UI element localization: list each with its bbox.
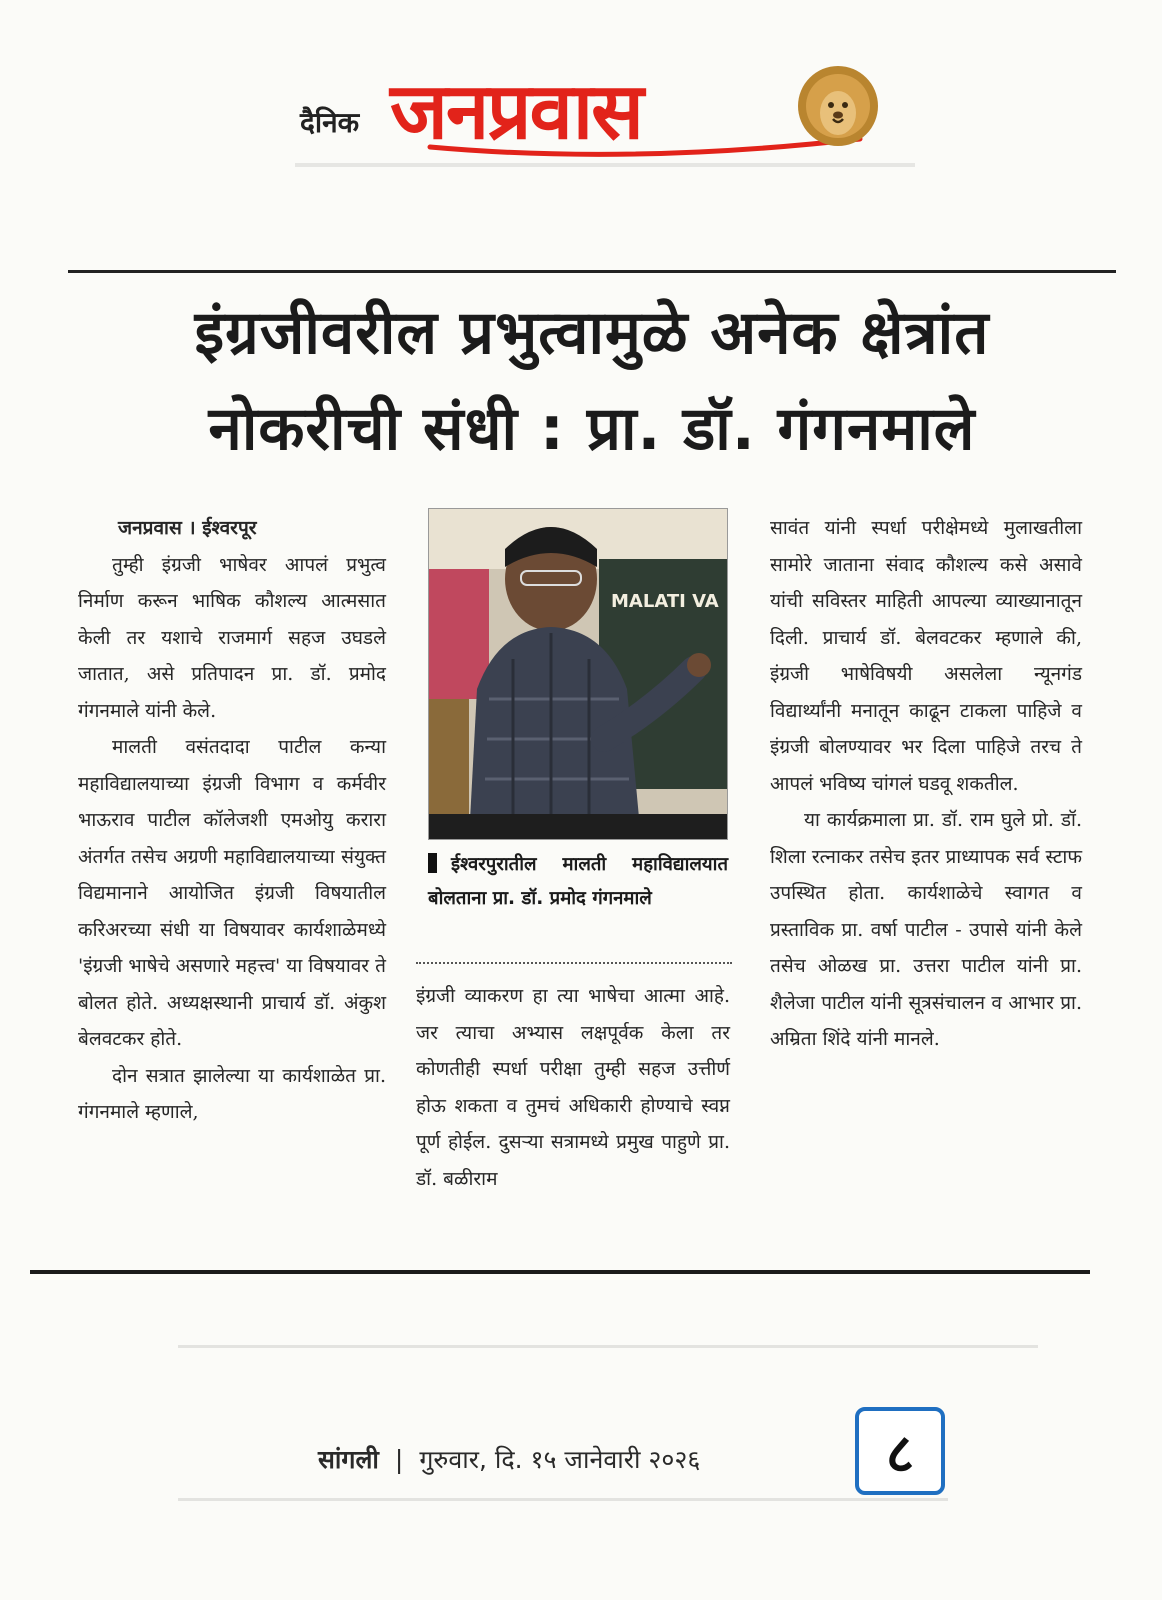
footer-top-rule (178, 1345, 1038, 1348)
photo-caption (428, 848, 728, 916)
caption-marker (428, 853, 437, 873)
speaker-photo-image (429, 509, 727, 839)
photo-caption-text: ईश्वरपुरातील मालती महाविद्यालयात बोलताना प्रा. डॉ. प्रमोद गंगनमाले (428, 854, 728, 909)
masthead-rule (295, 163, 915, 167)
masthead (290, 55, 910, 167)
footer-bottom-rule (178, 1498, 948, 1501)
masthead-title: जनप्रवास (390, 67, 642, 157)
article-column-1 (78, 510, 386, 1131)
footer-separator: | (394, 1445, 404, 1474)
article-headline (68, 285, 1116, 477)
paragraph: इंग्रजी व्याकरण हा त्या भाषेचा आत्मा आहे. जर त्याचा अभ्यास लक्षपूर्वक केला तर कोणतीही स्पर्धा परीक्षा तुम्ही सहज उत्तीर्ण होऊ शकता व तुमचं अधिकारी होण्याचे स्वप्न पूर्ण होईल. दुसऱ्या सत्रामध्ये प्रमुख पाहुणे प्रा. डॉ. बळीराम (416, 985, 730, 1190)
page-footer (318, 1442, 700, 1476)
speaker-photo (428, 508, 728, 840)
paragraph: दोन सत्रात झालेल्या या कार्यशाळेत प्रा. गंगनमाले म्हणाले, (78, 1064, 386, 1123)
dateline: जनप्रवास । ईश्वरपूर (118, 517, 257, 539)
headline-top-rule (68, 270, 1116, 273)
headline-line-1: इंग्रजीवरील प्रभुत्वामुळे अनेक क्षेत्रांत (194, 298, 990, 368)
article-bottom-rule (30, 1270, 1090, 1274)
paragraph: तुम्ही इंग्रजी भाषेवर आपलं प्रभुत्व निर्माण करून भाषिक कौशल्य आत्मसात केली तर यशाचे राजमार्ग सहज उघडले जातात, असे प्रतिपादन प्रा. डॉ. प्रमोद गंगनमाले यांनी केले. (78, 553, 386, 722)
paragraph: या कार्यक्रमाला प्रा. डॉ. राम घुले प्रो. डॉ. शिला रत्नाकर तसेच इतर प्राध्यापक सर्व स्टाफ उपस्थित होता. कार्यशाळेचे स्वागत व प्रस्ताविक प्रा. वर्षा पाटील - उपासे यांनी केले तसेच ओळख प्रा. उत्तरा पाटील यांनी प्रा. शैलेजा पाटील यांनी सूत्रसंचालन व आभार प्रा. अम्रिता शिंदे यांनी मानले. (770, 809, 1082, 1050)
paragraph: मालती वसंतदादा पाटील कन्या महाविद्यालयाच्या इंग्रजी विभाग व कर्मवीर भाऊराव पाटील कॉलेजशी एमओयु करारा अंतर्गत तसेच अग्रणी महाविद्यालयाच्या संयुक्त विद्यमानाने आयोजित इंग्रजी विषयातील करिअरच्या संधी या विषयावर कार्यशाळेमध्ये 'इंग्रजी भाषेचे असणारे महत्त्व' या विषयावर ते बोलत होते. अध्यक्षस्थानी प्राचार्य डॉ. अंकुश बेलवटकर होते. (78, 736, 386, 1050)
page-number: ८ (855, 1407, 945, 1495)
article-column-3 (770, 510, 1082, 1058)
masthead-daily: दैनिक (300, 106, 360, 139)
paragraph: सावंत यांनी स्पर्धा परीक्षेमध्ये मुलाखतीला सामोरे जाताना संवाद कौशल्य कसे असावे यांची सविस्तर माहिती आपल्या व्याख्यानातून दिली. प्राचार्य डॉ. बेलवटकर म्हणाले की, इंग्रजी भाषेविषयी असलेला न्यूनगंड विद्यार्थ्यांनी मनातून काढून टाकला पाहिजे व इंग्रजी बोलण्यावर भर दिला पाहिजे तरच ते आपलं भविष्य चांगलं घडवू शकतील. (770, 517, 1082, 795)
article-column-2 (416, 978, 730, 1197)
headline-line-2: नोकरीची संधी : प्रा. डॉ. गंगनमाले (208, 394, 976, 464)
footer-city: सांगली (318, 1445, 379, 1474)
lion-head-icon (795, 63, 881, 149)
caption-divider (416, 962, 732, 964)
banner-text: MALATI VA (611, 591, 719, 612)
footer-date: गुरुवार, दि. १५ जानेवारी २०२६ (419, 1445, 701, 1474)
